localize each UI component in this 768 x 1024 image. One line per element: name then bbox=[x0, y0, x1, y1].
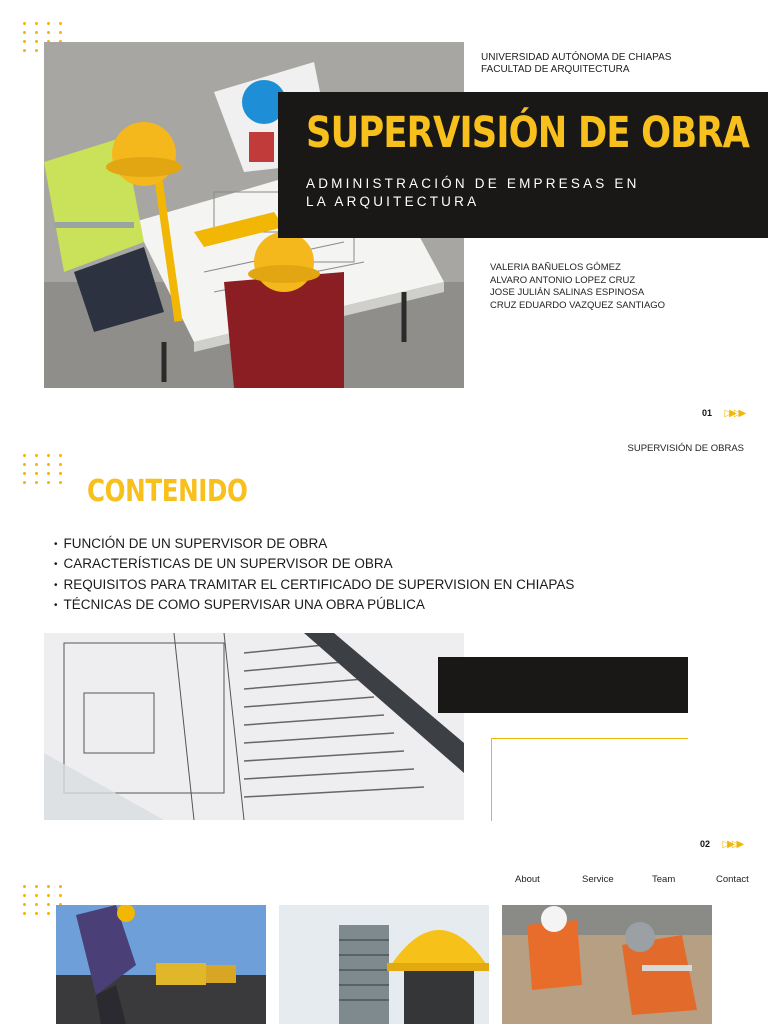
nav-contact[interactable]: Contact bbox=[716, 874, 749, 885]
page-number-2 bbox=[700, 834, 741, 852]
inspection-workers-photo bbox=[502, 905, 712, 1024]
presentation-title: SUPERVISIÓN DE OBRA bbox=[306, 108, 750, 158]
university-name: UNIVERSIDAD AUTÓNOMA DE CHIAPAS bbox=[481, 52, 672, 63]
dark-bar bbox=[438, 657, 688, 713]
nav-team[interactable]: Team bbox=[652, 874, 676, 885]
contents-heading: CONTENIDO bbox=[87, 474, 248, 509]
author-list bbox=[490, 262, 665, 312]
page-number: 02 bbox=[700, 839, 711, 849]
contents-list bbox=[54, 535, 574, 616]
page-number: 01 bbox=[702, 408, 713, 418]
nav-service[interactable]: Service bbox=[582, 874, 614, 885]
university-info bbox=[481, 52, 671, 76]
list-item: • TÉCNICAS DE COMO SUPERVISAR UNA OBRA PÚBLICA bbox=[54, 596, 574, 616]
author-name: CRUZ EDUARDO VAZQUEZ SANTIAGO bbox=[490, 299, 666, 311]
accent-frame bbox=[491, 738, 688, 821]
nav-about[interactable]: About bbox=[515, 874, 540, 885]
author-name: VALERIA BAÑUELOS GÓMEZ bbox=[490, 262, 621, 273]
blueprint-photo bbox=[44, 633, 464, 820]
section-label: SUPERVISIÓN DE OBRAS bbox=[627, 443, 744, 454]
page-number-1 bbox=[702, 403, 743, 421]
helmet-building-photo bbox=[279, 905, 489, 1024]
decorative-dots bbox=[23, 454, 65, 484]
list-item: • CARACTERÍSTICAS DE UN SUPERVISOR DE OBRA bbox=[54, 555, 574, 575]
list-item: • FUNCIÓN DE UN SUPERVISOR DE OBRA bbox=[54, 535, 574, 555]
presentation-subtitle: ADMINISTRACIÓN DE EMPRESAS EN LA ARQUITECTURA bbox=[306, 176, 640, 209]
list-item: • REQUISITOS PARA TRAMITAR EL CERTIFICADO DE SUPERVISION EN CHIAPAS bbox=[54, 576, 574, 596]
forward-arrows-icon: ▷▶▷▶ bbox=[722, 839, 742, 850]
author-name: ALVARO ANTONIO LOPEZ CRUZ bbox=[490, 274, 636, 286]
author-name: JOSE JULIÁN SALINAS ESPINOSA bbox=[490, 287, 645, 298]
faculty-name: FACULTAD DE ARQUITECTURA bbox=[481, 64, 630, 75]
road-workers-photo bbox=[56, 905, 266, 1024]
forward-arrows-icon: ▷▶▷▶ bbox=[724, 408, 744, 419]
